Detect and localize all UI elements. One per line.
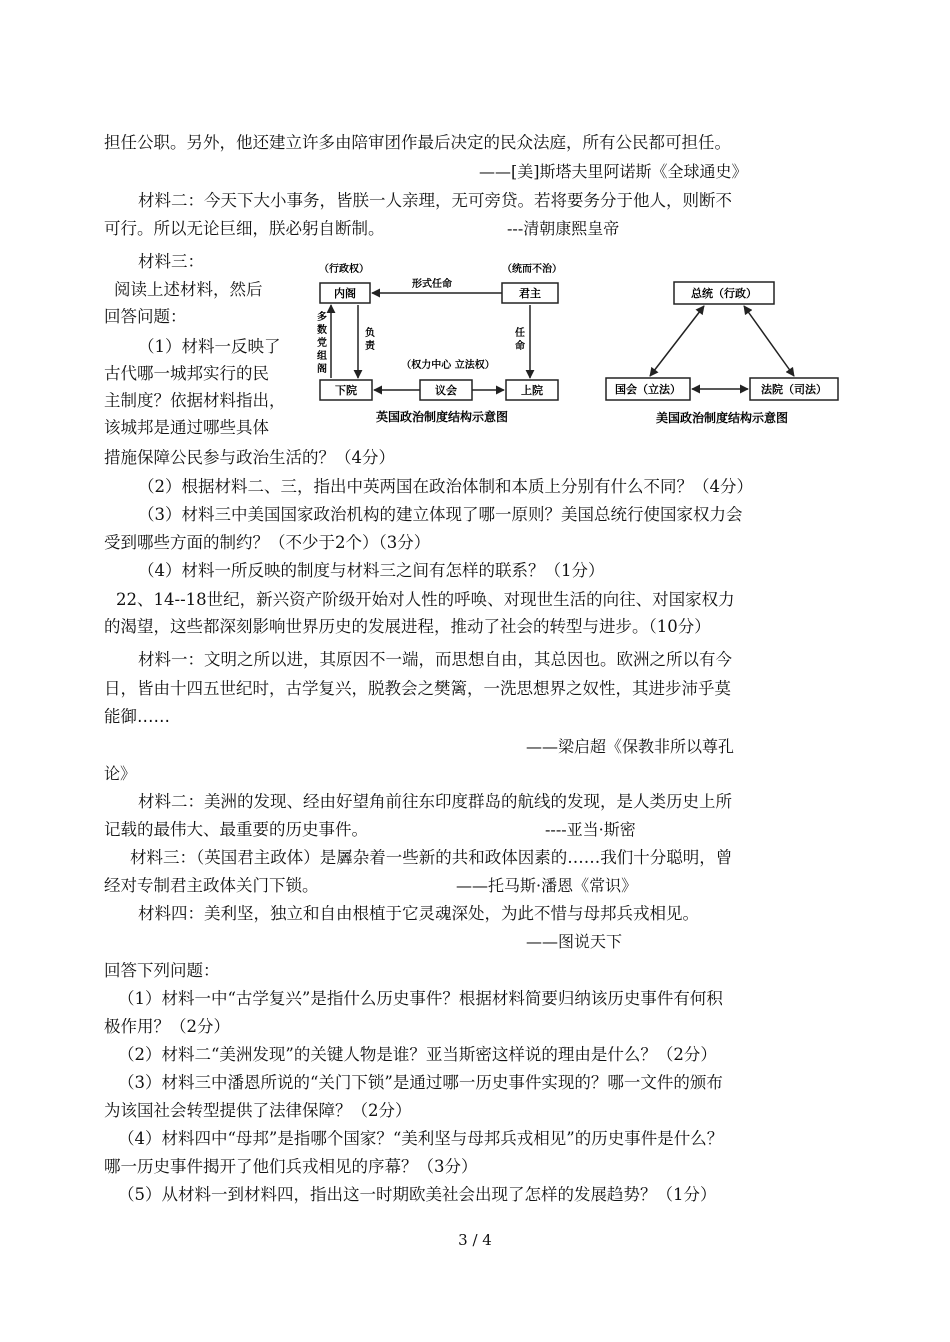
monarch-tag: （统而不治） [502, 264, 562, 275]
material-1-tail: 担任公职。另外，他还建立许多由陪审团作最后决定的民众法庭，所有公民都可担任。 [104, 133, 731, 152]
us-diagram-caption: 美国政治制度结构示意图 [655, 411, 789, 425]
president-court-arrow [744, 306, 794, 376]
q22-material-4: 材料四：美利坚，独立和自由根植于它灵魂深处，为此不惜与母邦兵戎相见。 [138, 904, 699, 923]
formal-appoint-label: 形式任命 [412, 279, 452, 290]
answer-question-3-line-a: （3）材料三中潘恩所说的“关门下锁”是通过哪一历史事件实现的？哪一文件的颁布 [118, 1073, 723, 1092]
us-political-structure-diagram [600, 276, 850, 430]
answer-question-4-line-a: （4）材料四中“母邦”是指哪个国家？“美利坚与母邦兵戎相见”的历史事件是什么？ [118, 1129, 724, 1148]
question-22-line-b: 的渴望，这些都深刻影响世界历史的发展进程，推动了社会的转型与进步。（10分） [104, 617, 711, 636]
answer-question-5: （5）从材料一到材料四，指出这一时期欧美社会出现了怎样的发展趋势？（1分） [118, 1185, 717, 1204]
q22-material-1-line-b: 日，皆由十四五世纪时，古学复兴，脱教会之樊篱，一洗思想界之奴性，其进步沛乎莫 [104, 679, 731, 698]
material-2-source: ---清朝康熙皇帝 [507, 219, 620, 238]
material-2-line-2: 可行。所以无论巨细，朕必躬自断制。 [104, 219, 385, 238]
question-4: （4）材料一所反映的制度与材料三之间有怎样的联系？（1分） [138, 561, 605, 580]
intro-line-1: 阅读上述材料，然后 [114, 280, 263, 299]
question-1-line-a: （1）材料一反映了 [138, 337, 281, 356]
q22-material-4-source: ——图说天下 [526, 932, 623, 951]
material-3-label: 材料三： [138, 252, 204, 271]
answer-question-1-line-a: （1）材料一中“古学复兴”是指什么历史事件？根据材料简要归纳该历史事件有何积 [118, 989, 723, 1008]
question-1-line-c: 主制度？依据材料指出， [104, 391, 286, 410]
question-2: （2）根据材料二、三，指出中英两国在政治体制和本质上分别有什么不同？（4分） [138, 477, 753, 496]
majority-party-label: 多数党组阁 [317, 312, 327, 375]
answer-question-1-line-b: 极作用？（2分） [104, 1017, 230, 1036]
congress-label: 国会（立法） [615, 383, 681, 396]
question-1-line-b: 古代哪一城邦实行的民 [104, 364, 269, 383]
uk-diagram-caption: 英国政治制度结构示意图 [375, 410, 509, 424]
president-congress-arrow [650, 306, 704, 376]
court-label: 法院（司法） [761, 383, 827, 396]
cabinet-label: 内阁 [334, 287, 356, 300]
q22-material-3-line-a: 材料三：（英国君主政体）是羼杂着一些新的共和政体因素的……我们十分聪明，曾 [130, 848, 733, 867]
q22-material-1-source-a: ——梁启超《保教非所以尊孔 [526, 737, 735, 756]
answer-question-4-line-b: 哪一历史事件揭开了他们兵戎相见的序幕？（3分） [104, 1157, 478, 1176]
question-1-line-d: 该城邦是通过哪些具体 [104, 418, 269, 437]
page-number: 3 / 4 [458, 1231, 492, 1249]
q22-material-3-source: ——托马斯·潘恩《常识》 [456, 876, 638, 895]
cabinet-tag: （行政权） [319, 264, 369, 275]
upper-house-label: 上院 [521, 384, 543, 397]
question-3-line-a: （3）材料三中美国国家政治机构的建立体现了哪一原则？美国总统行使国家权力会 [138, 505, 743, 524]
answer-question-3-line-b: 为该国社会转型提供了法律保障？（2分） [104, 1101, 412, 1120]
q22-material-2-source: ----亚当·斯密 [545, 820, 636, 839]
answer-question-2: （2）材料二“美洲发现”的关键人物是谁？亚当斯密这样说的理由是什么？（2分） [118, 1045, 717, 1064]
q22-material-2-line-a: 材料二：美洲的发现、经由好望角前往东印度群岛的航线的发现，是人类历史上所 [138, 792, 732, 811]
q22-material-1-source-b: 论》 [104, 764, 137, 783]
q22-material-3-line-b: 经对专制君主政体关门下锁。 [104, 876, 319, 895]
question-22-line-a: 22、14--18世纪，新兴资产阶级开始对人性的呼唤、对现世生活的向往、对国家权力 [116, 590, 735, 609]
intro-line-2: 回答问题： [104, 307, 187, 326]
q22-material-1-line-a: 材料一：文明之所以进，其原因不一端，而思想自由，其总因也。欧洲之所以有今 [138, 650, 732, 669]
answer-intro: 回答下列问题： [104, 961, 220, 980]
material-1-source: ——[美]斯塔夫里阿诺斯《全球通史》 [479, 162, 748, 181]
monarch-label: 君主 [519, 287, 541, 300]
president-label: 总统（行政） [691, 287, 757, 300]
material-2-line-1: 材料二：今天下大小事务，皆朕一人亲理，无可旁贷。若将要务分于他人，则断不 [138, 191, 732, 210]
q22-material-2-line-b: 记载的最伟大、最重要的历史事件。 [104, 820, 368, 839]
responsible-label: 负责 [365, 328, 375, 352]
question-3-line-b: 受到哪些方面的制约？（不少于2个）（3分） [104, 533, 431, 552]
appoint-label: 任命 [515, 328, 525, 352]
power-center-label: （权力中心 立法权） [401, 360, 495, 371]
parliament-label: 议会 [435, 384, 457, 397]
uk-political-structure-diagram [314, 256, 570, 432]
q22-material-1-line-c: 能御…… [104, 707, 170, 726]
question-1-line-e: 措施保障公民参与政治生活的？（4分） [104, 448, 395, 467]
lower-house-label: 下院 [335, 384, 357, 397]
